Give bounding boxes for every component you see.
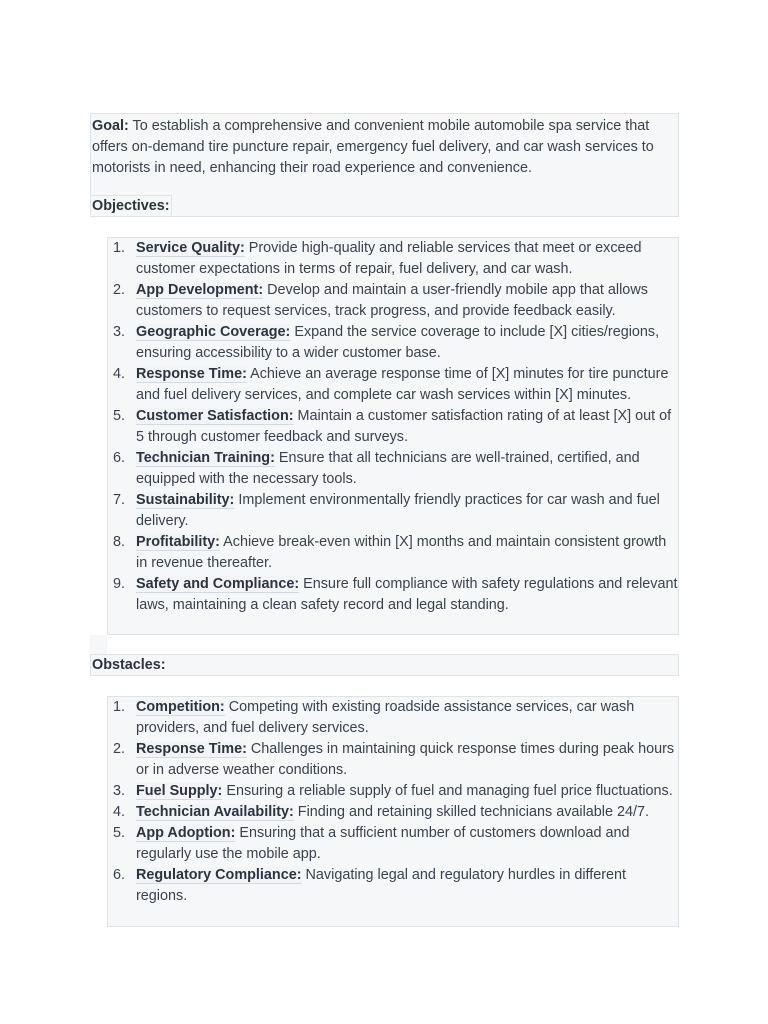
item-description: Finding and retaining skilled technicians available 24/7. [293, 804, 650, 820]
objectives-item [108, 406, 678, 448]
item-description: Achieve break-even within [X] months and maintain consistent growth in revenue thereafter. [136, 534, 667, 571]
item-description: Ensuring that a sufficient number of customers download and regularly use the mobile app. [136, 825, 630, 862]
item-term: Customer Satisfaction: [136, 408, 294, 424]
objectives-item [108, 490, 678, 532]
item-description: Achieve an average response time of [X] minutes for tire puncture and fuel delivery services, and complete car wash services within [X] minutes. [136, 366, 669, 403]
list-number: 2. [113, 741, 126, 757]
item-term: Response Time: [136, 741, 247, 757]
obstacles-heading-row [90, 654, 679, 676]
item-term: Safety and Compliance: [136, 576, 300, 592]
list-number: 5. [113, 408, 126, 424]
goal-paragraph [92, 116, 676, 179]
goal-label: Goal: [92, 118, 129, 134]
item-term: Sustainability: [136, 492, 235, 508]
item-description: Implement environmentally friendly practices for car wash and fuel delivery. [136, 492, 660, 529]
list-number: 2. [113, 282, 126, 298]
item-term: Technician Training: [136, 450, 275, 466]
item-description: Ensuring a reliable supply of fuel and managing fuel price fluctuations. [222, 783, 673, 799]
list-number: 6. [113, 450, 126, 466]
obstacles-item [108, 802, 678, 823]
item-description: Navigating legal and regulatory hurdles in different regions. [136, 867, 627, 904]
item-description: Maintain a customer satisfaction rating of at least [X] out of 5 through customer feedback and surveys. [136, 408, 672, 445]
item-description: Provide high-quality and reliable services that meet or exceed customer expectations in terms of repair, fuel delivery, and car wash. [136, 240, 642, 277]
goal-section [90, 113, 679, 217]
item-term: App Adoption: [136, 825, 236, 841]
list-number: 9. [113, 576, 126, 592]
item-term: Technician Availability: [136, 804, 294, 820]
objectives-list [108, 238, 678, 616]
list-number: 3. [113, 783, 126, 799]
item-description: Expand the service coverage to include [X] cities/regions, ensuring accessibility to a wider customer base. [136, 324, 660, 361]
item-term: Regulatory Compliance: [136, 867, 302, 883]
item-description: Ensure full compliance with safety regulations and relevant laws, maintaining a clean safety record and legal standing. [136, 576, 678, 613]
list-number: 1. [113, 699, 126, 715]
item-term: Service Quality: [136, 240, 245, 256]
obstacles-heading: Obstacles: [92, 657, 166, 673]
list-number: 4. [113, 804, 126, 820]
item-description: Ensure that all technicians are well-trained, certified, and equipped with the necessary tools. [136, 450, 640, 487]
objectives-item [108, 574, 678, 616]
item-term: Profitability: [136, 534, 220, 550]
item-term: Response Time: [136, 366, 247, 382]
obstacles-item [108, 823, 678, 865]
objectives-heading: Objectives: [90, 195, 172, 217]
obstacles-item [108, 739, 678, 781]
item-description: Develop and maintain a user-friendly mobile app that allows customers to request services, track progress, and provide feedback easily. [136, 282, 648, 319]
obstacles-item [108, 781, 678, 802]
objectives-list-section [107, 237, 679, 635]
objectives-item [108, 364, 678, 406]
goal-text: To establish a comprehensive and convenient mobile automobile spa service that offers on-demand tire puncture repair, emergency fuel delivery, and car wash services to motorists in need, enhancing their road experience and convenience. [92, 118, 654, 176]
item-term: App Development: [136, 282, 264, 298]
list-number: 8. [113, 534, 126, 550]
objectives-item [108, 238, 678, 280]
obstacles-list [108, 697, 678, 907]
objectives-item [108, 280, 678, 322]
objectives-item [108, 448, 678, 490]
objectives-item [108, 322, 678, 364]
list-number: 1. [113, 240, 126, 256]
item-description: Competing with existing roadside assistance services, car wash providers, and fuel delivery services. [136, 699, 635, 736]
item-term: Geographic Coverage: [136, 324, 291, 340]
item-term: Fuel Supply: [136, 783, 223, 799]
item-term: Competition: [136, 699, 225, 715]
obstacles-item [108, 697, 678, 739]
list-number: 6. [113, 867, 126, 883]
item-description: Challenges in maintaining quick response times during peak hours or in adverse weather conditions. [136, 741, 675, 778]
obstacles-item [108, 865, 678, 907]
list-number: 3. [113, 324, 126, 340]
objectives-item [108, 532, 678, 574]
obstacles-list-section [107, 696, 679, 927]
list-number: 5. [113, 825, 126, 841]
list-number: 7. [113, 492, 126, 508]
section-gap [90, 635, 107, 654]
list-number: 4. [113, 366, 126, 382]
